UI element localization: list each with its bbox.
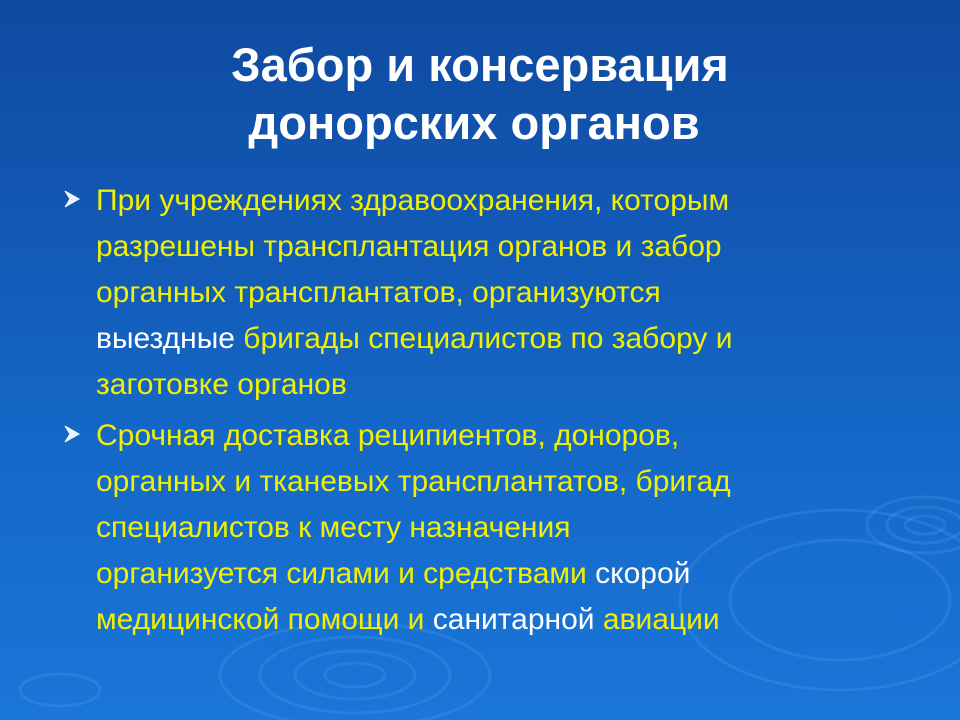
bullet-line: заготовке органов (96, 368, 347, 401)
plain-text: санитарной (424, 603, 595, 636)
title-line-1: Забор и консервация (231, 38, 729, 91)
bullet-line: органных трансплантатов, организуются (96, 276, 661, 309)
bullet-line: разрешены трансплантация органов и забор (96, 230, 722, 263)
bullet-line: специалистов к месту назначения (96, 511, 571, 544)
chevron-arrow-icon (62, 423, 84, 445)
highlight-text: авиации (594, 603, 720, 636)
plain-text: скорой (586, 557, 691, 590)
highlight-text: медицинской помощи и (96, 603, 425, 636)
bullet-text (96, 178, 896, 408)
highlight-text: организуется силами и средствами (96, 557, 587, 590)
bullet-text (96, 413, 896, 643)
bullet-line: При учреждениях здравоохранения, которым (96, 184, 730, 217)
plain-text: выездные (96, 322, 235, 355)
bullet-line (96, 551, 896, 597)
bullet-line: органных и тканевых трансплантатов, бригад (96, 465, 731, 498)
bullet-line (96, 597, 896, 643)
bullet-line (96, 316, 896, 362)
slide-title (0, 36, 960, 152)
highlight-text: бригады специалистов по забору и (234, 322, 733, 355)
bullet-line: Срочная доставка реципиентов, доноров, (96, 419, 680, 452)
title-line-2: донорских органов (248, 96, 700, 149)
chevron-arrow-icon (62, 188, 84, 210)
